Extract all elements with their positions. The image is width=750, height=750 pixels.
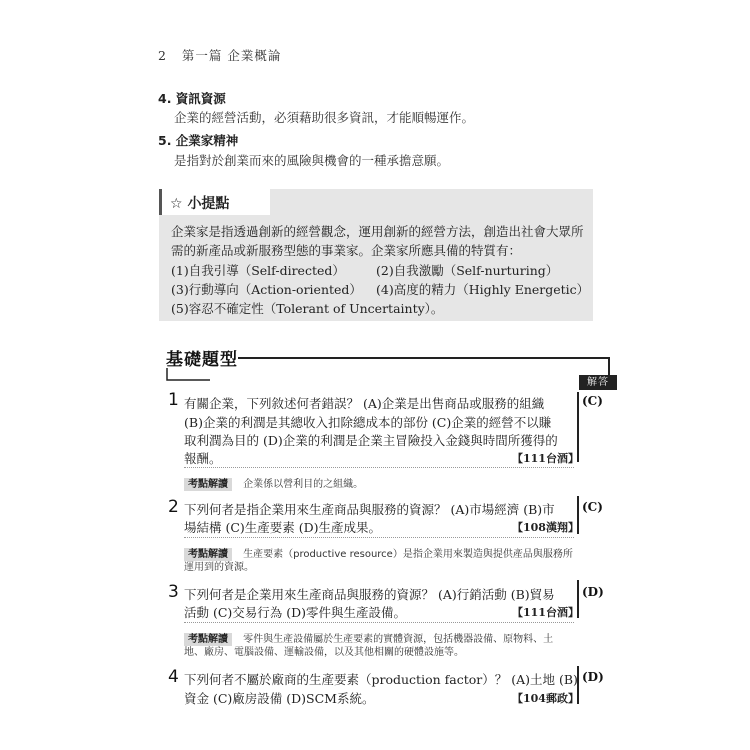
question-2-source: 【108漢翔】: [512, 521, 579, 534]
question-3-line-2: 活動 (C)交易行為 (D)零件與生產設備。: [184, 605, 407, 620]
star-icon: ☆: [170, 196, 183, 212]
question-4-source: 【104郵政】: [512, 692, 579, 705]
question-number-1: 1: [168, 390, 179, 410]
question-1-line-2: (B)企業的利潤是其總收入扣除總成本的部份 (C)企業的經營不以賺: [184, 415, 552, 430]
question-1-line-3: 取利潤為目的 (D)企業的利潤是企業主冒險投入金錢與時間所獲得的: [184, 433, 558, 448]
kd-text-continued: 地、廠房、電腦設備、運輸設備，以及其他相關的硬體設施等。: [184, 647, 464, 658]
question-4-line-1: 下列何者不屬於廠商的生產要素（production factor）？ (A)土地 (B): [184, 672, 578, 687]
question-1-answer: (C): [582, 394, 603, 408]
tip-line-2: 需的新產品或新服務型態的事業家。企業家所應具備的特質有：: [171, 243, 522, 258]
title-hook-decoration: [166, 368, 212, 382]
section-title-info-resources: 4. 資訊資源: [158, 91, 226, 106]
tip-trait-3: (3)行動導向（Action-oriented）: [171, 282, 362, 297]
kd-text-continued: 運用到的資源。: [184, 562, 254, 573]
kd-badge: 考點解讀: [184, 478, 232, 491]
tip-line-1: 企業家是指透過創新的經營觀念，運用創新的經營方法，創造出社會大眾所: [171, 224, 584, 239]
question-4-line-2: 資金 (C)廠房設備 (D)SCM系統。: [184, 691, 375, 706]
question-2-answer: (C): [582, 500, 603, 514]
question-3-answer: (D): [582, 585, 604, 599]
section-body-info-resources: 企業的經營活動，必須藉助很多資訊，才能順暢運作。: [174, 110, 475, 125]
kd-text: 企業係以營利目的之組織。: [243, 479, 364, 490]
answer-column-label: 解答: [579, 375, 617, 390]
kd-badge: 考點解讀: [184, 548, 232, 561]
tip-title: [170, 193, 229, 213]
tip-trait-4: (4)高度的精力（Highly Energetic）: [376, 282, 590, 297]
question-4-answer: (D): [582, 670, 604, 684]
tip-title-bar: [159, 189, 162, 215]
page-number: 2: [158, 48, 167, 63]
question-1-line-4: 報酬。: [184, 451, 222, 466]
kd-text: 零件與生產設備屬於生產要素的實體資源，包括機器設備、原物料、土: [243, 634, 554, 645]
question-3-source: 【111台酒】: [512, 606, 579, 619]
title-rule: [238, 357, 610, 359]
page-header: [158, 46, 281, 64]
section-title-entrepreneurship: 5. 企業家精神: [158, 133, 239, 148]
question-1-line-1: 有關企業，下列敘述何者錯誤？ (A)企業是出售商品或服務的組織: [184, 396, 545, 411]
tip-trait-5: (5)容忍不確定性（Tolerant of Uncertainty）。: [171, 301, 444, 316]
basic-questions-title: 基礎題型: [166, 350, 238, 370]
tip-trait-1: (1)自我引導（Self-directed）: [171, 263, 345, 278]
question-2-line-2: 場結構 (C)生產要素 (D)生產成果。: [184, 520, 382, 535]
section-body-entrepreneurship: 是指對於創業而來的風險與機會的一種承擔意願。: [174, 153, 450, 168]
question-2-line-1: 下列何者是指企業用來生產商品與服務的資源？ (A)市場經濟 (B)市: [184, 502, 555, 517]
question-number-3: 3: [168, 582, 179, 602]
tip-trait-2: (2)自我激勵（Self-nurturing）: [376, 263, 559, 278]
kd-text: 生產要素（productive resource）是指企業用來製造與提供產品與服務所: [243, 549, 573, 560]
title-rule-end: [608, 357, 610, 375]
kd-badge: 考點解讀: [184, 633, 232, 646]
question-1-divider: [184, 467, 574, 468]
question-number-2: 2: [168, 497, 179, 517]
question-1-source: 【111台酒】: [512, 452, 579, 465]
question-3-line-1: 下列何者是企業用來生產商品與服務的資源？ (A)行銷活動 (B)貿易: [184, 587, 555, 602]
chapter-title: 第一篇 企業概論: [181, 48, 282, 63]
question-1-explanation: [184, 472, 363, 491]
tip-title-text: 小提點: [187, 196, 230, 212]
question-number-4: 4: [168, 667, 179, 687]
question-2-divider: [184, 537, 574, 538]
question-3-divider: [184, 622, 574, 623]
